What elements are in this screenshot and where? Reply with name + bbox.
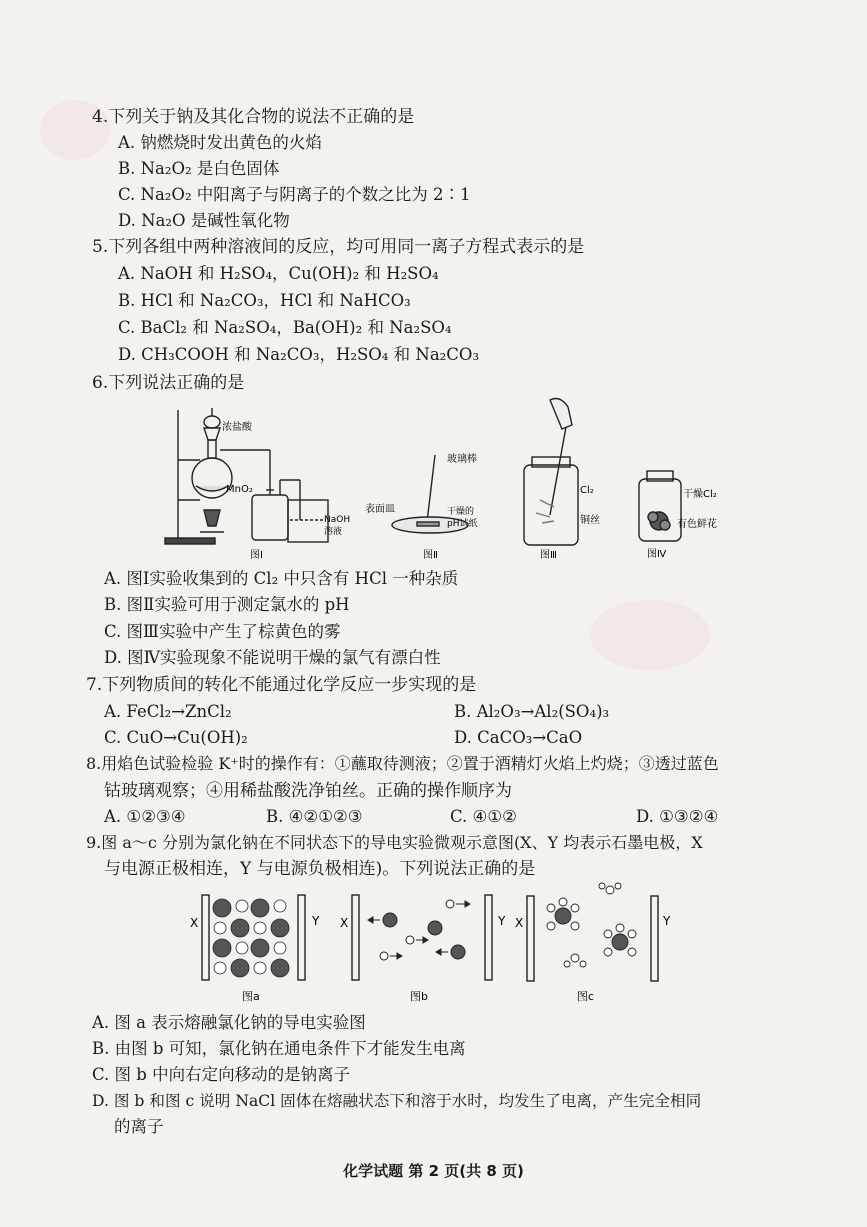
fig1-caption: 图Ⅰ — [250, 550, 263, 560]
q8-option-d: D. ①③②④ — [636, 807, 719, 826]
figure-1-chlorine-generator — [160, 400, 360, 560]
q9-option-c: C. 图 b 中向右定向移动的是钠离子 — [92, 1065, 351, 1084]
q7-stem: 7.下列物质间的转化不能通过化学反应一步实现的是 — [86, 675, 477, 695]
fig2-rod-label: 玻璃棒 — [447, 454, 477, 465]
q4-option-c: C. Na₂O₂ 中阳离子与阴离子的个数之比为 2∶1 — [118, 185, 471, 204]
q9-stem-line2: 与电源正极相连，Y 与电源负极相连)。下列说法正确的是 — [104, 859, 536, 879]
fig2-dish-label: 表面皿 — [365, 504, 395, 515]
q9-option-b: B. 由图 b 可知，氯化钠在通电条件下才能发生电离 — [92, 1039, 466, 1058]
fig-b-x-label: X — [340, 916, 349, 930]
fig-b-y-label: Y — [498, 914, 505, 928]
q5-stem: 5.下列各组中两种溶液间的反应，均可用同一离子方程式表示的是 — [92, 237, 585, 257]
q8-option-a: A. ①②③④ — [104, 807, 186, 826]
fig3-cl2-label: Cl₂ — [580, 485, 594, 496]
fig4-flower-label: 有色鲜花 — [677, 519, 717, 530]
fig1-conc-hcl-label: 浓盐酸 — [222, 422, 252, 433]
q6-option-a: A. 图Ⅰ实验收集到的 Cl₂ 中只含有 HCl 一种杂质 — [104, 569, 459, 588]
fig1-mno2-label: MnO₂ — [226, 484, 253, 495]
q7-option-a: A. FeCl₂→ZnCl₂ — [104, 702, 232, 721]
q9-stem-line1: 9.图 a～c 分别为氯化钠在不同状态下的导电实验微观示意图(X、Y 均表示石墨电极，X — [86, 833, 703, 852]
q5-option-d: D. CH₃COOH 和 Na₂CO₃，H₂SO₄ 和 Na₂CO₃ — [118, 345, 480, 364]
fig2-paper-label: 干燥的 — [447, 507, 475, 517]
q7-option-b: B. Al₂O₃→Al₂(SO₄)₃ — [454, 702, 610, 721]
figure-a-solid-nacl — [190, 880, 325, 1005]
fig3-wire-label: 铜丝 — [580, 515, 600, 526]
q8-stem-line2: 钴玻璃观察；④用稀盐酸洗净铂丝。正确的操作顺序为 — [104, 781, 512, 801]
fig4-dry-cl2-label: 干燥Cl₂ — [683, 489, 717, 500]
q6-option-b: B. 图Ⅱ实验可用于测定氯水的 pH — [104, 595, 350, 614]
fig-c-caption: 图c — [577, 990, 595, 1003]
page-footer: 化学试题 第 2 页(共 8 页) — [343, 1162, 524, 1180]
fig-a-x-label: X — [190, 916, 199, 930]
fig-c-x-label: X — [515, 916, 524, 930]
figure-3-copper-chlorine — [510, 395, 610, 560]
paper-stain — [590, 600, 710, 670]
q4-option-a: A. 钠燃烧时发出黄色的火焰 — [118, 133, 322, 152]
q7-option-d: D. CaCO₃→CaO — [454, 728, 583, 747]
figure-4-dry-chlorine-flower — [625, 465, 735, 560]
fig1-naoh-label: NaOH — [324, 515, 351, 525]
q9-option-d-line2: 的离子 — [114, 1117, 164, 1136]
q5-option-a: A. NaOH 和 H₂SO₄，Cu(OH)₂ 和 H₂SO₄ — [118, 264, 439, 283]
q9-option-d-line1: D. 图 b 和图 c 说明 NaCl 固体在熔融状态下和溶于水时，均发生了电离，产生完全相同 — [92, 1092, 702, 1110]
q5-option-b: B. HCl 和 Na₂CO₃，HCl 和 NaHCO₃ — [118, 291, 411, 310]
q6-option-d: D. 图Ⅳ实验现象不能说明干燥的氯气有漂白性 — [104, 648, 441, 667]
fig-a-y-label: Y — [312, 914, 320, 928]
fig-c-y-label: Y — [663, 914, 671, 928]
figure-c-nacl-solution — [515, 872, 675, 1005]
q8-option-c: C. ④①② — [450, 807, 517, 826]
fig-b-caption: 图b — [410, 990, 428, 1003]
q5-option-c: C. BaCl₂ 和 Na₂SO₄，Ba(OH)₂ 和 Na₂SO₄ — [118, 318, 452, 337]
q9-option-a: A. 图 a 表示熔融氯化钠的导电实验图 — [92, 1013, 366, 1032]
fig1-solution-label: 溶液 — [324, 527, 343, 537]
q6-option-c: C. 图Ⅲ实验中产生了棕黄色的雾 — [104, 622, 341, 641]
fig2-caption: 图Ⅱ — [423, 550, 438, 560]
figure-b-molten-nacl — [340, 880, 505, 1005]
fig3-caption: 图Ⅲ — [540, 550, 557, 560]
q4-option-d: D. Na₂O 是碱性氧化物 — [118, 211, 290, 230]
q8-stem-line1: 8.用焰色试验检验 K⁺时的操作有：①蘸取待测液；②置于酒精灯火焰上灼烧；③透过蓝色 — [86, 754, 719, 773]
q4-stem: 4.下列关于钠及其化合物的说法不正确的是 — [92, 107, 415, 127]
figure-2-ph-test — [365, 440, 485, 560]
q7-option-c: C. CuO→Cu(OH)₂ — [104, 728, 248, 747]
fig-a-caption: 图a — [242, 990, 260, 1003]
q6-stem: 6.下列说法正确的是 — [92, 373, 245, 393]
fig2-ph-paper-label: pH试纸 — [447, 519, 478, 529]
q8-option-b: B. ④②①②③ — [266, 807, 363, 826]
fig4-caption: 图Ⅳ — [647, 549, 667, 560]
q4-option-b: B. Na₂O₂ 是白色固体 — [118, 159, 280, 178]
